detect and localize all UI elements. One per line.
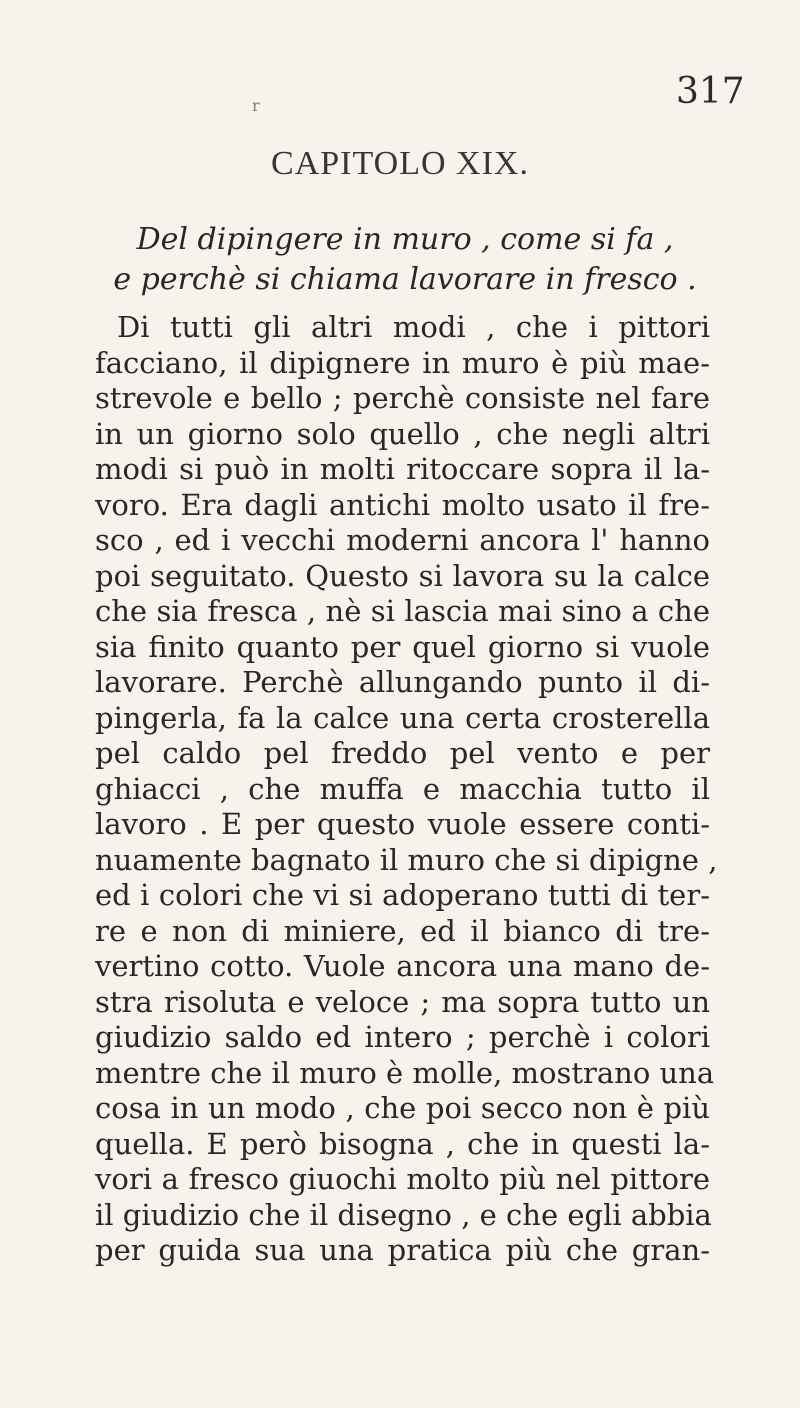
text-line: lavorare. Perchè allungando punto il di- — [95, 665, 710, 699]
text-line: Di tutti gli altri modi , che i pittori — [117, 310, 710, 344]
text-line: pel caldo pel freddo pel vento e per — [95, 736, 710, 770]
text-line: re e non di miniere, ed il bianco di tre- — [95, 913, 710, 948]
chapter-title: CAPITOLO XIX. — [271, 145, 529, 182]
text-line: sia finito quanto per quel giorno si vuole — [95, 629, 710, 664]
text-line: il giudizio che il disegno , e che egli abbia — [95, 1197, 712, 1232]
text-line: per guida sua una pratica più che gran- — [95, 1233, 710, 1267]
text-line: poi seguitato. Questo si lavora su la calce — [95, 558, 710, 593]
text-line: ghiacci , che muffa e macchia tutto il — [95, 771, 710, 806]
text-line: che sia fresca , nè si lascia mai sino a che — [95, 594, 710, 628]
text-line: pingerla, fa la calce una certa crosterella — [95, 700, 710, 735]
text-line: mentre che il muro è molle, mostrano una — [95, 1055, 715, 1090]
text-line: voro. Era dagli antichi molto usato il fre- — [95, 487, 710, 522]
subtitle-line: e perchè si chiama lavorare in fresco . — [113, 262, 697, 297]
text-line: vertino cotto. Vuole ancora una mano de- — [95, 949, 710, 983]
text-line: stra risoluta e veloce ; ma sopra tutto un — [95, 984, 710, 1019]
text-line: giudizio saldo ed intero ; perchè i colori — [95, 1020, 710, 1054]
text-line: facciano, il dipignere in muro è più mae- — [95, 345, 710, 380]
text-line: quella. E però bisogna , che in questi la- — [95, 1126, 710, 1161]
text-line: ed i colori che vi si adoperano tutti di ter- — [95, 878, 710, 912]
text-line: sco , ed i vecchi moderni ancora l' hanno — [95, 523, 710, 557]
text-line: modi si può in molti ritoccare sopra il la- — [95, 452, 710, 486]
text-line: lavoro . E per questo vuole essere conti- — [95, 807, 710, 841]
chapter-subtitle — [95, 220, 715, 300]
text-line: cosa in un modo , che poi secco non è più — [95, 1091, 710, 1125]
text-line: nuamente bagnato il muro che si dipigne , — [95, 842, 718, 877]
text-line: in un giorno solo quello , che negli altri — [95, 416, 710, 451]
stray-mark: r — [252, 96, 260, 115]
text-line: vori a fresco giuochi molto più nel pittore — [95, 1162, 710, 1196]
subtitle-line: Del dipingere in muro , come si fa , — [136, 222, 674, 257]
body-text — [95, 310, 718, 1269]
text-line: strevole e bello ; perchè consiste nel fare — [95, 381, 710, 415]
page-number: 317 — [676, 71, 745, 112]
